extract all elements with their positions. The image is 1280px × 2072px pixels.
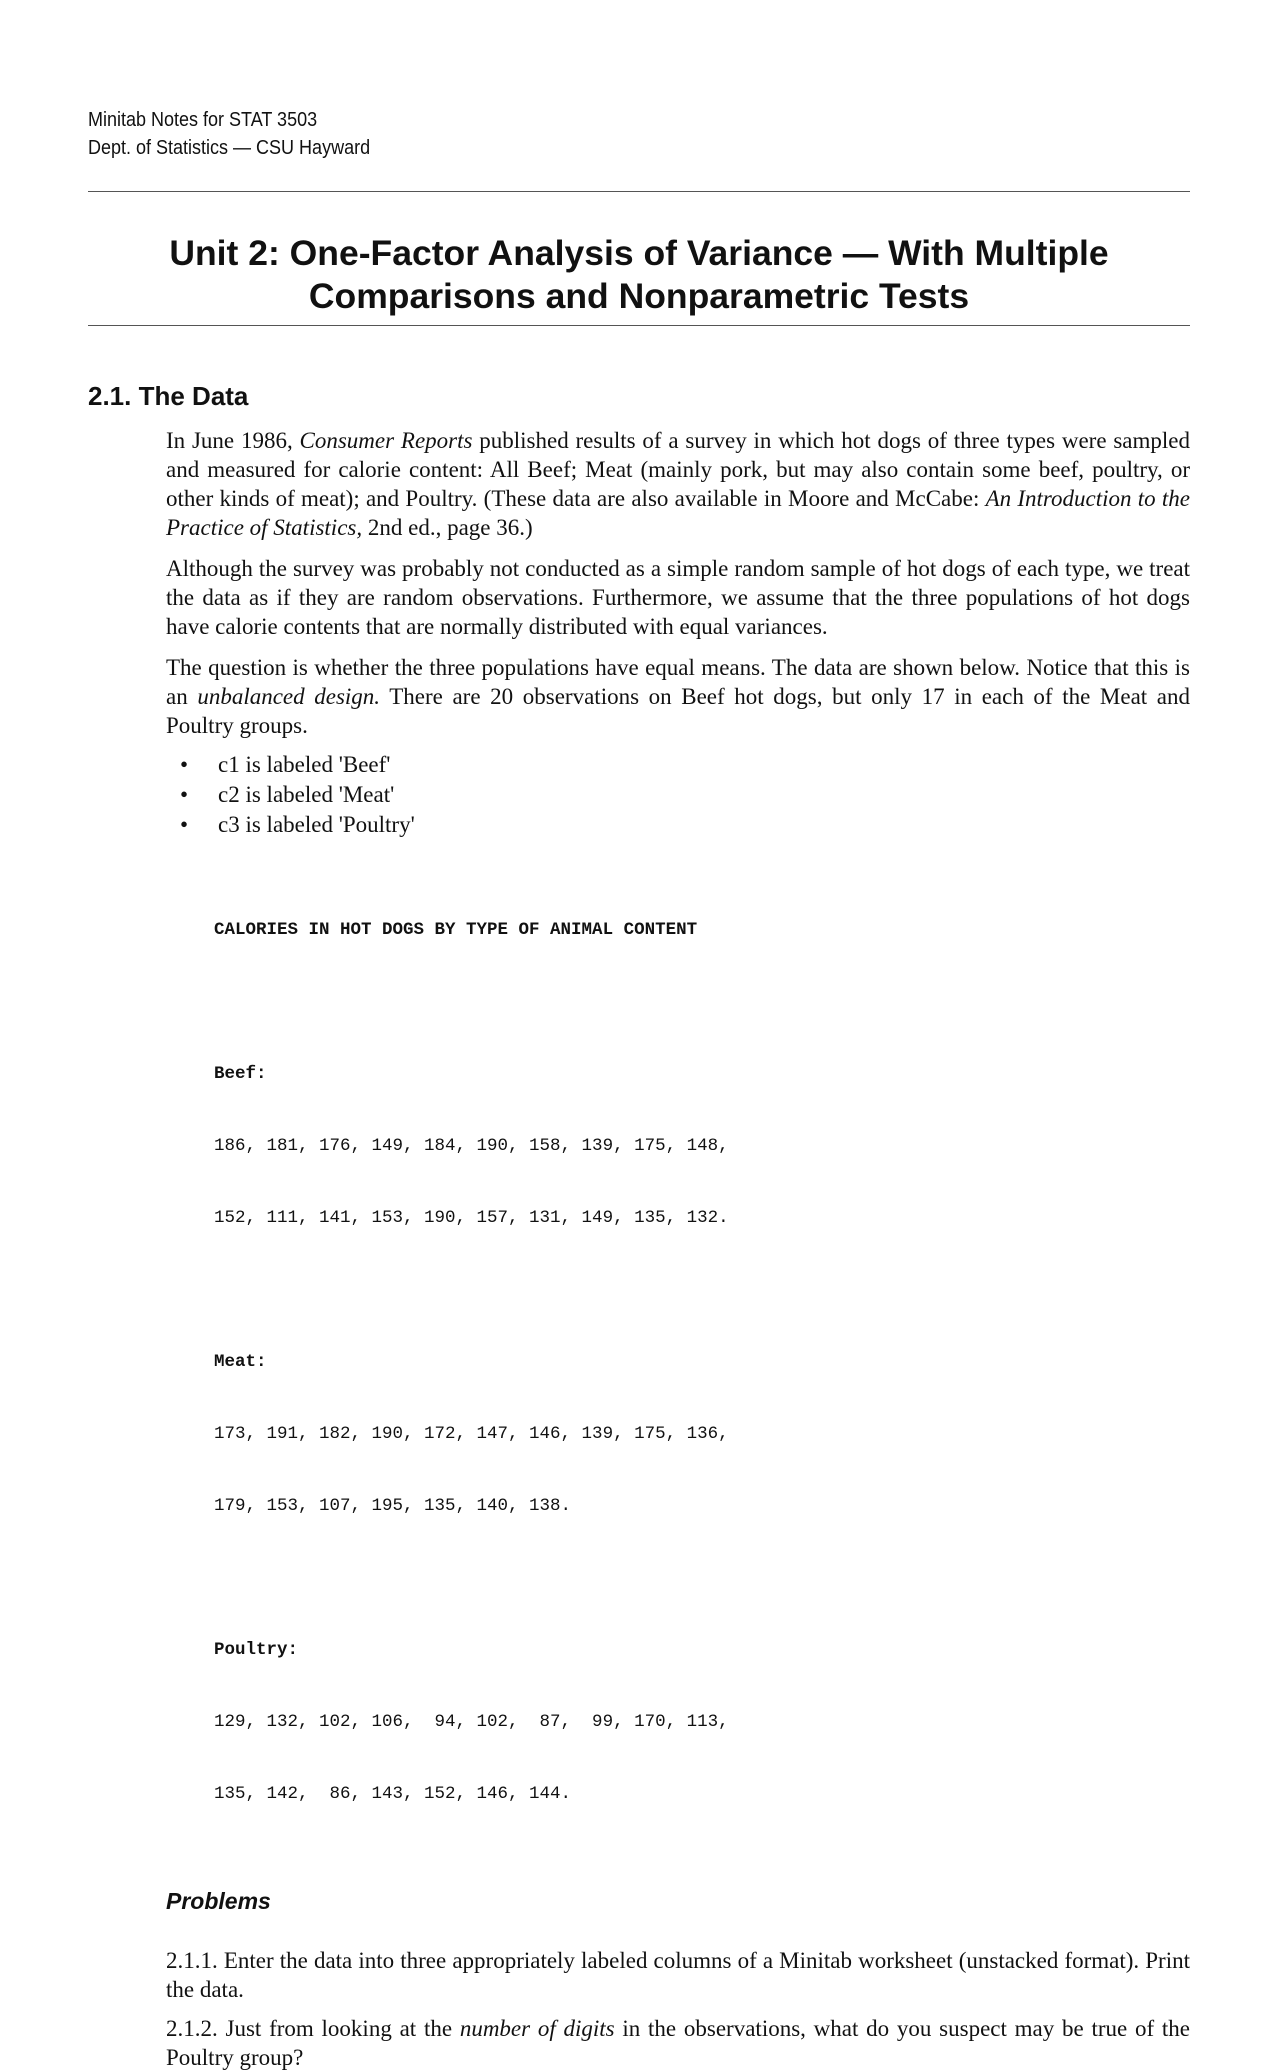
meat-group-title: Meat: <box>214 1352 267 1372</box>
assumption-paragraph: Although the survey was probably not conducted as a simple random sample of hot dogs of each type, we treat the data as if they are random observations. Furthermore, we assume that the three populations of hot dogs have calorie contents that are normally distributed with equal variances. <box>166 556 1190 639</box>
poultry-group-title: Poultry: <box>214 1640 299 1660</box>
book-title: An Introduction to the Practice of Statistics, <box>166 486 1190 540</box>
bullet-icon: • <box>180 782 189 807</box>
unit-title <box>88 232 1190 318</box>
question-paragraph <box>166 653 1190 740</box>
intro-paragraph <box>166 426 1190 542</box>
meat-values-row-1: 173, 191, 182, 190, 172, 147, 146, 139, 175, 136, <box>214 1424 729 1444</box>
number-of-digits-term: number of digits <box>459 2016 615 2041</box>
problems-heading: Problems <box>166 1888 271 1914</box>
meat-values-row-2: 179, 153, 107, 195, 135, 140, 138. <box>214 1496 572 1516</box>
header-department-line: Dept. of Statistics — CSU Hayward <box>88 137 371 159</box>
problem-2-1-1: 2.1.1. Enter the data into three appropriately labeled columns of a Minitab worksheet (unstacked format). Print the data. <box>166 1948 1190 2002</box>
list-item <box>166 750 1190 780</box>
calorie-data-block <box>214 870 1190 1854</box>
poultry-values-row-2: 135, 142, 86, 143, 152, 146, 144. <box>214 1784 572 1804</box>
beef-values-row-1: 186, 181, 176, 149, 184, 190, 158, 139, 175, 148, <box>214 1136 729 1156</box>
spacer <box>214 1278 1190 1302</box>
document-header <box>88 106 370 162</box>
intro-text-e: 2nd ed., page 36.) <box>362 515 533 540</box>
column-label-list <box>166 750 1190 840</box>
top-divider <box>88 191 1190 192</box>
problem-text-a: 2.1.2. Just from looking at the <box>166 2016 460 2041</box>
problem-text-c: in the observations, what do you suspect may be true of the Poultry group? <box>166 2016 1191 2070</box>
beef-values-row-2: 152, 111, 141, 153, 190, 157, 131, 149, 135, 132. <box>214 1208 729 1228</box>
list-item-text: c3 is labeled 'Poultry' <box>218 812 415 837</box>
data-block-heading: CALORIES IN HOT DOGS BY TYPE OF ANIMAL CONTENT <box>214 920 698 940</box>
title-divider <box>88 325 1190 326</box>
list-item-text: c1 is labeled 'Beef' <box>218 752 391 777</box>
bullet-icon: • <box>180 812 189 837</box>
publication-title: Consumer Reports <box>299 428 473 453</box>
poultry-values-row-1: 129, 132, 102, 106, 94, 102, 87, 99, 170, 113, <box>214 1712 729 1732</box>
question-text-a: The question is whether the three populations have equal means. The data are shown below. Notice that this is an <box>166 655 1190 709</box>
spacer <box>214 1566 1190 1590</box>
problem-2-1-2 <box>166 2014 1190 2072</box>
question-text-c: There are 20 observations on Beef hot dogs, but only 17 in each of the Meat and Poultry groups. <box>166 684 1190 738</box>
unbalanced-design-term: unbalanced design. <box>197 684 381 709</box>
spacer <box>214 990 1190 1014</box>
intro-text-a: In June 1986, <box>166 428 300 453</box>
intro-text-c: published results of a survey in which hot dogs of three types were sampled and measured for calorie content: All Beef; Meat (mainly pork, but may also contain some beef, poultry, or other kinds of meat); and Poultry. (These data are also available in Moore and McCabe: <box>166 428 1190 511</box>
section-heading: 2.1. The Data <box>88 381 249 411</box>
unit-title-line-2: Comparisons and Nonparametric Tests <box>308 276 970 316</box>
header-course-line: Minitab Notes for STAT 3503 <box>88 109 318 131</box>
bullet-icon: • <box>180 752 189 777</box>
list-item-text: c2 is labeled 'Meat' <box>218 782 395 807</box>
list-item <box>166 810 1190 840</box>
list-item <box>166 780 1190 810</box>
unit-title-line-1: Unit 2: One-Factor Analysis of Variance — With Multiple <box>169 233 1109 273</box>
beef-group-title: Beef: <box>214 1064 267 1084</box>
section-body <box>166 426 1190 2072</box>
